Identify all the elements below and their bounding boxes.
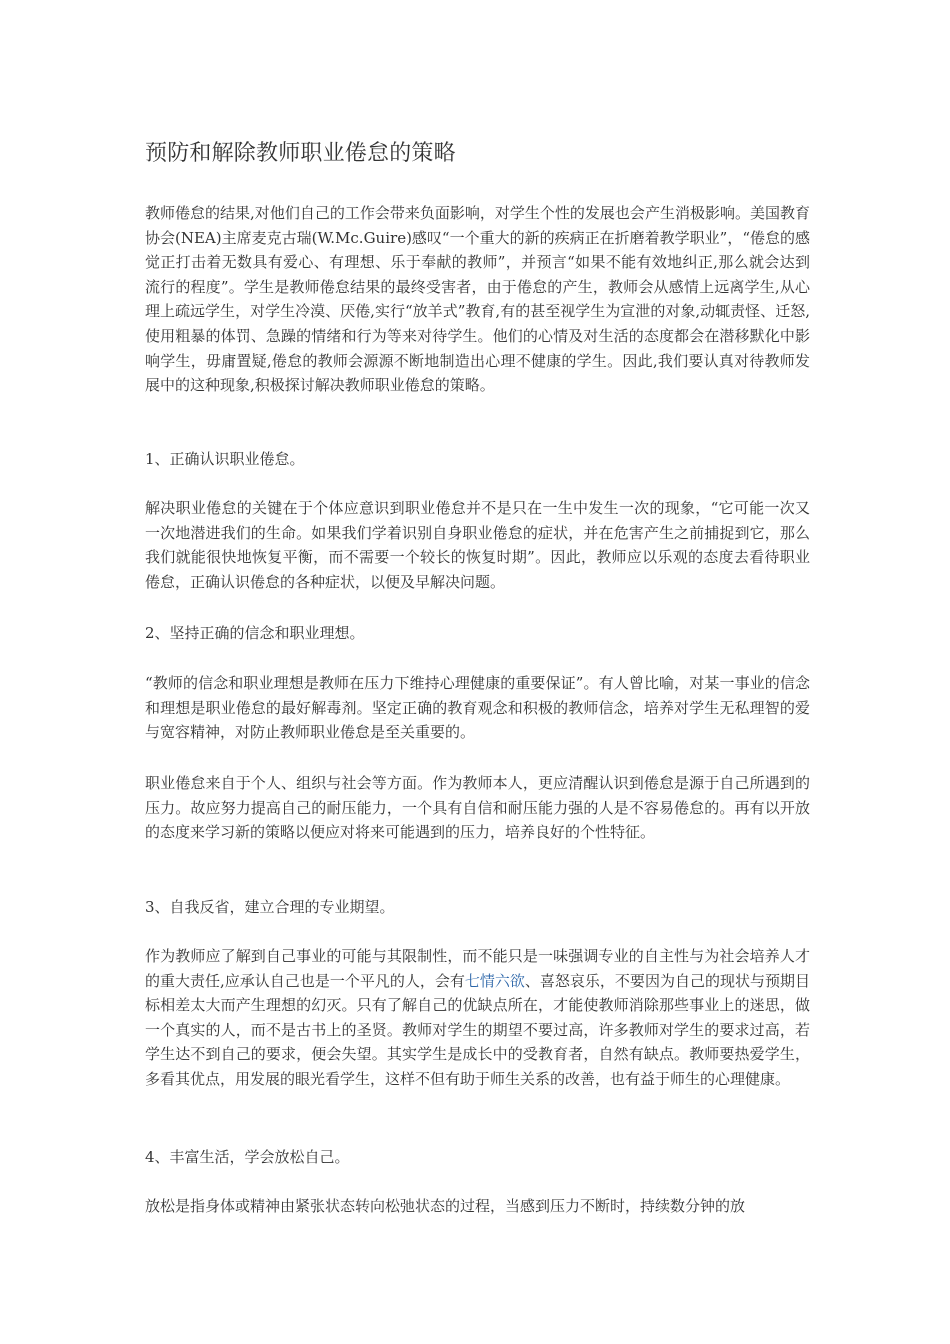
section-4-paragraph: 放松是指身体或精神由紧张状态转向松弛状态的过程，当感到压力不断时，持续数分钟的放 (145, 1197, 746, 1215)
section-2-paragraph-1: “教师的信念和职业理想是教师在压力下维持心理健康的重要保证”。有人曾比喻，对某一事业的信念和理想是职业倦怠的最好解毒剂。坚定正确的教育观念和积极的教师信念，培养对学生无私理智的爱与宽容精神，对防止教师职业倦怠是至关重要的。 (145, 674, 810, 742)
section-1-paragraph: 解决职业倦怠的关键在于个体应意识到职业倦怠并不是只在一生中发生一次的现象，“它可能一次又一次地潜进我们的生命。如果我们学着识别自身职业倦怠的症状，并在危害产生之前捕捉到它，那么我们就能很快地恢复平衡，而不需要一个较长的恢复时期”。因此，教师应以乐观的态度去看待职业倦怠，正确认识倦怠的各种症状，以便及早解决问题。 (145, 499, 810, 591)
section-heading-3: 3、自我反省，建立合理的专业期望。 (145, 898, 395, 916)
section-heading-1: 1、正确认识职业倦怠。 (145, 450, 305, 468)
intro-paragraph: 教师倦怠的结果,对他们自己的工作会带来负面影响，对学生个性的发展也会产生消极影响。美国教育协会(NEA)主席麦克古瑞(W.Mc.Guire)感叹“一个重大的新的疾病正在折磨着教学职业”，“倦怠的感觉正打击着无数具有爱心、有理想、乐于奉献的教师”，并预言“如果不能有效地纠正,那么就会达到流行的程度”。学生是教师倦怠结果的最终受害者，由于倦怠的产生，教师会从感情上远离学生,从心理上疏远学生，对学生冷漠、厌倦,实行“放羊式”教育,有的甚至视学生为宣泄的对象,动辄责怪、迁怒,使用粗暴的体罚、急躁的情绪和行为等来对待学生。他们的心情及对生活的态度都会在潜移默化中影响学生，毋庸置疑,倦怠的教师会源源不断地制造出心理不健康的学生。因此,我们要认真对待教师发展中的这种现象,积极探讨解决教师职业倦怠的策略。 (145, 204, 810, 395)
section-heading-4: 4、丰富生活，学会放松自己。 (145, 1148, 350, 1166)
page-title: 预防和解除教师职业倦怠的策略 (145, 141, 456, 166)
section-heading-2: 2、坚持正确的信念和职业理想。 (145, 624, 365, 642)
qiqing-liuyu-link[interactable]: 七情六欲 (464, 971, 525, 990)
section-2-paragraph-2: 职业倦怠来自于个人、组织与社会等方面。作为教师本人，更应清醒认识到倦怠是源于自己所遇到的压力。故应努力提高自己的耐压能力，一个具有自信和耐压能力强的人是不容易倦怠的。再有以开放的态度来学习新的策略以便应对将来可能遇到的压力，培养良好的个性特征。 (145, 774, 810, 842)
section-3-text-after-link: 、喜怒哀乐，不要因为自己的现状与预期目标相差太大而产生理想的幻灭。只有了解自己的优缺点所在，才能使教师消除那些事业上的迷思，做一个真实的人，而不是古书上的圣贤。教师对学生的期望不要过高，许多教师对学生的要求过高，若学生达不到自己的要求，便会失望。其实学生是成长中的受教育者，自然有缺点。教师要热爱学生，多看其优点，用发展的眼光看学生，这样不但有助于师生关系的改善，也有益于师生的心理健康。 (145, 971, 810, 1088)
section-3-paragraph (145, 944, 810, 1092)
section-3-text-before-link: 作为教师应了解到自己事业的可能与其限制性，而不能只是一味强调专业的自主性与为社会培养人才的重大责任,应承认自己也是一个平凡的人，会有 (145, 947, 810, 990)
